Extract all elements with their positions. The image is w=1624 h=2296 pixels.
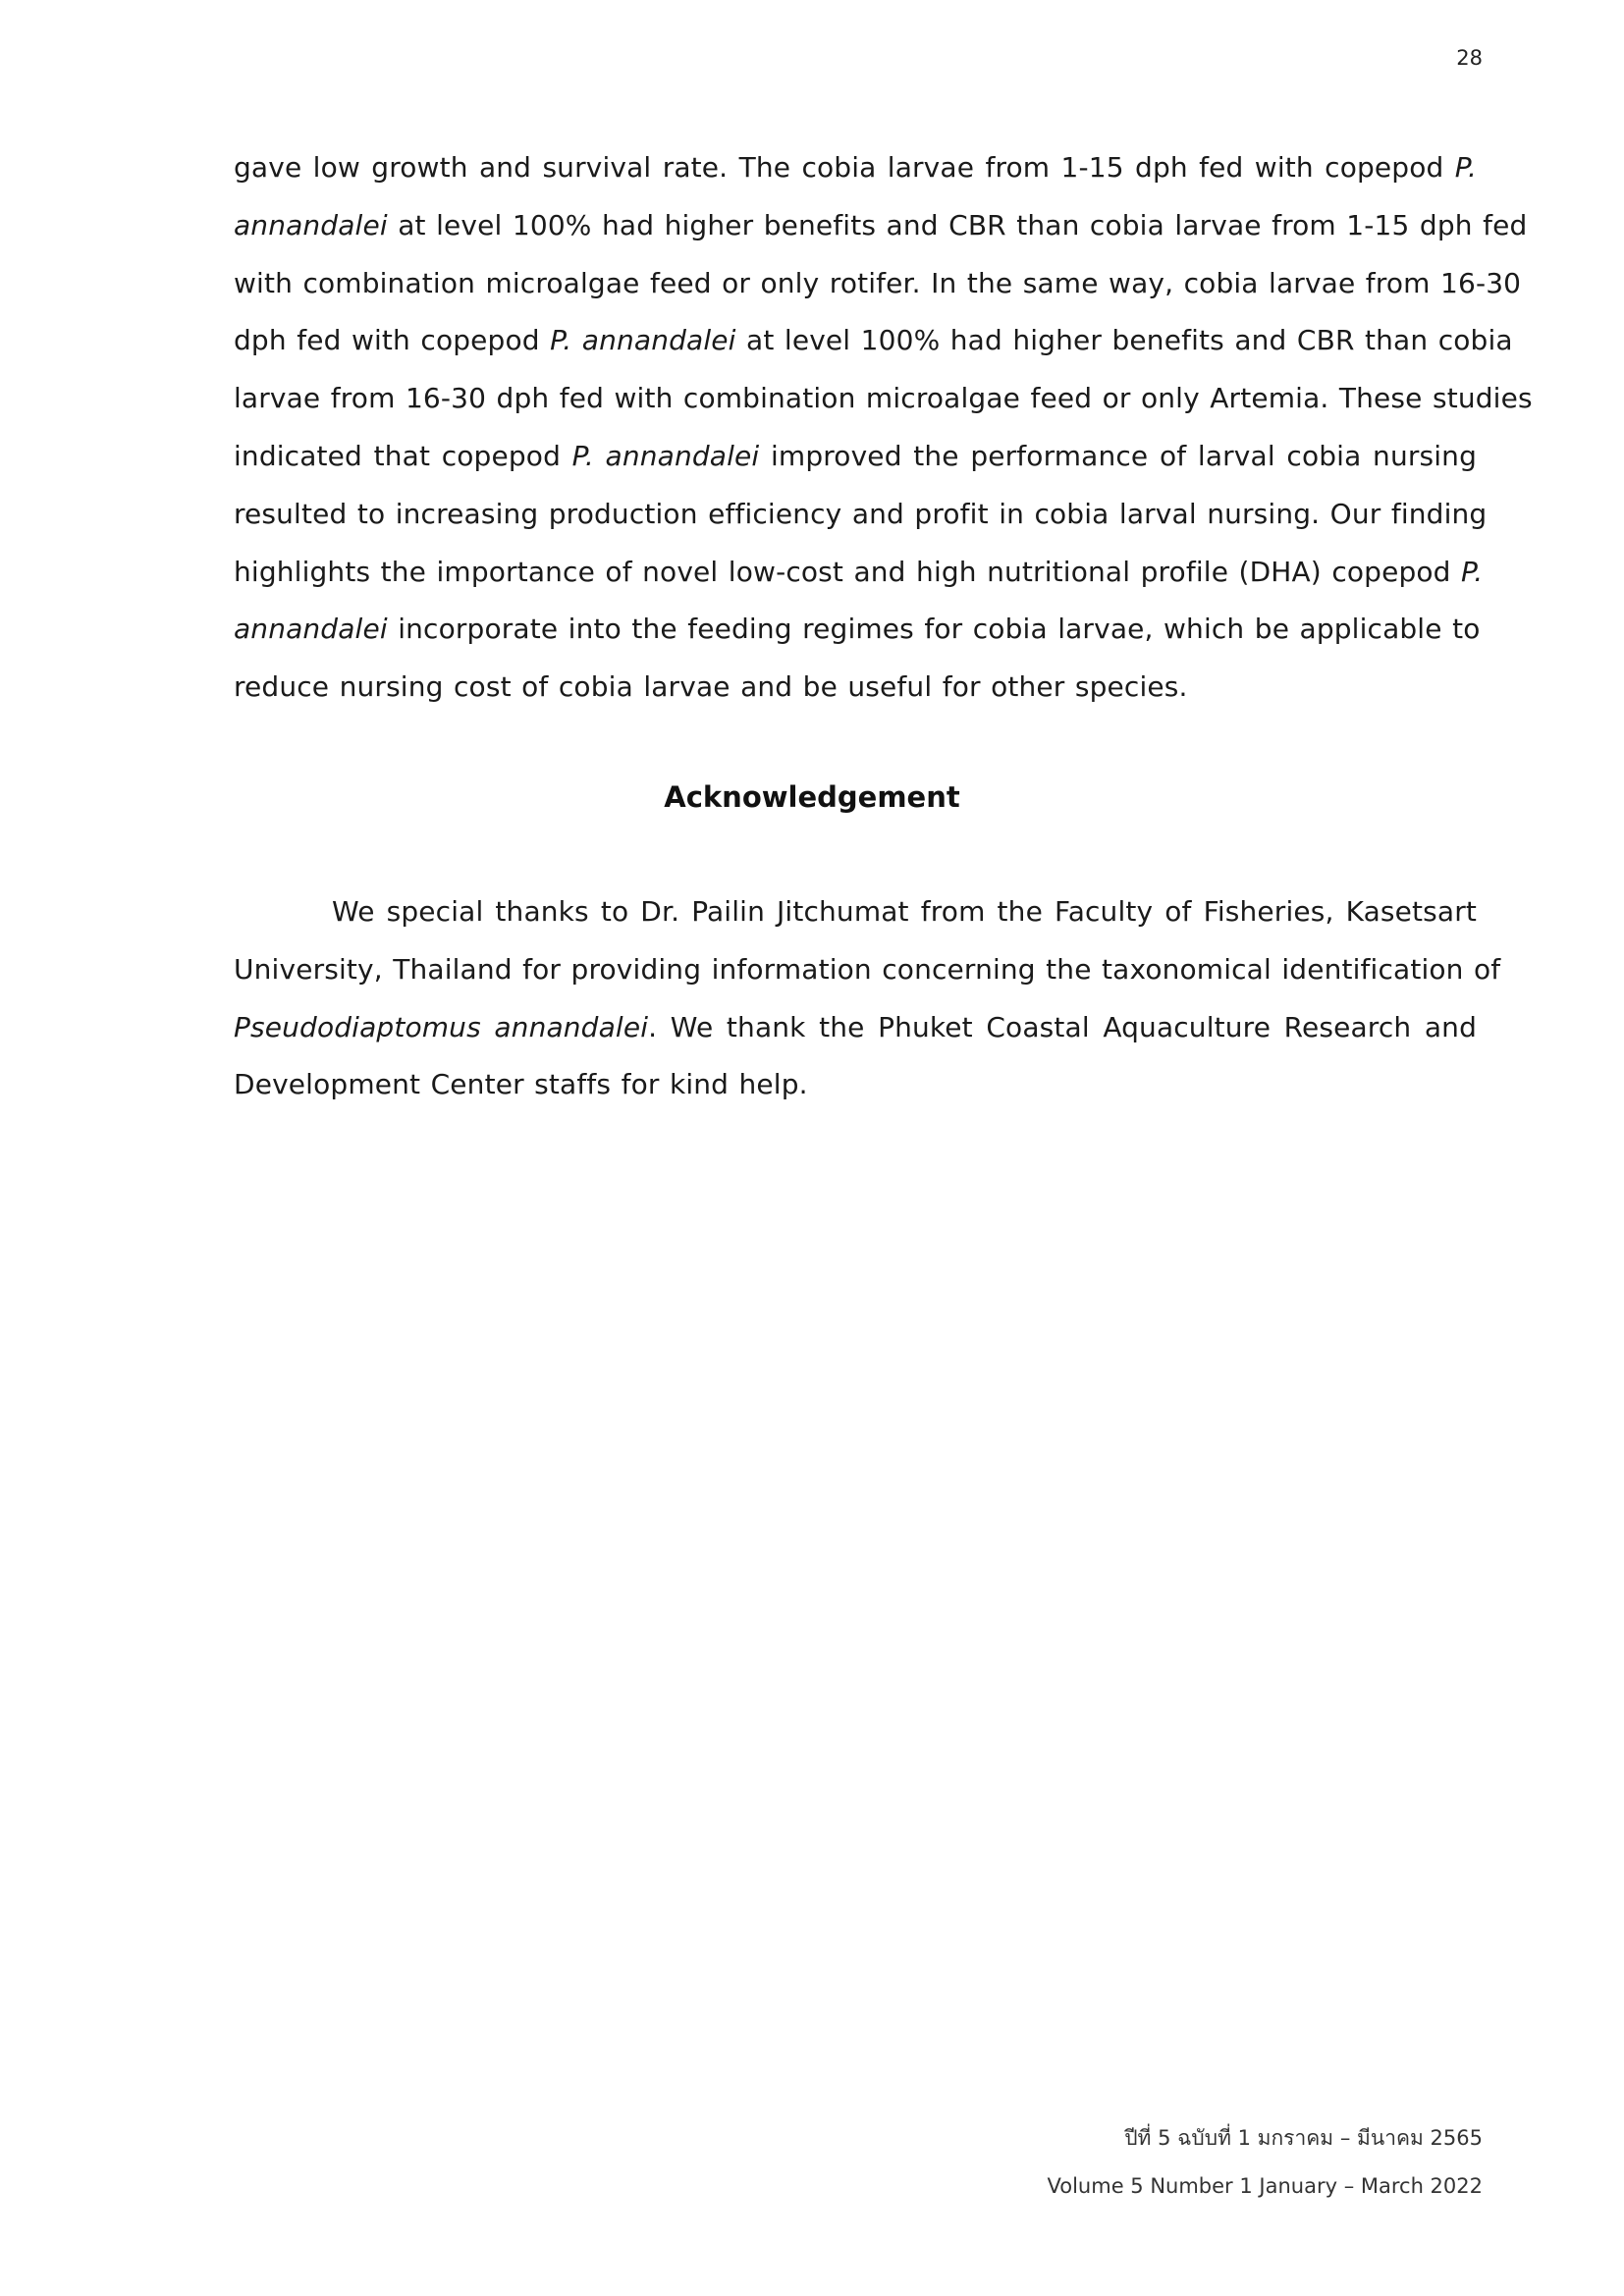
species-name: P.	[1461, 555, 1484, 588]
text-line	[234, 601, 1481, 659]
text-segment: University, Thailand for providing information concerning the taxonomical identification of	[234, 952, 1501, 986]
text-segment: at level 100% had higher benefits and CBR than cobia larvae from 1-15 dph fed	[387, 208, 1528, 241]
page-number: 28	[1456, 46, 1483, 70]
text-segment: . We thank the Phuket Coastal Aquaculture Research and	[648, 1010, 1477, 1043]
species-name: annandalei	[234, 208, 388, 241]
species-name: P. annandalei	[571, 439, 760, 472]
text-line	[234, 1056, 1477, 1114]
text-line	[234, 659, 1477, 717]
text-line	[234, 197, 1528, 255]
text-segment: indicated that copepod	[234, 439, 572, 472]
acknowledgement-paragraph	[234, 883, 1501, 1114]
text-segment: incorporate into the feeding regimes for cobia larvae, which be applicable to	[387, 613, 1481, 646]
footer-issue-english: Volume 5 Number 1 January – March 2022	[1047, 2174, 1483, 2198]
species-name: annandalei	[234, 613, 388, 646]
section-heading-acknowledgement: Acknowledgement	[664, 780, 960, 814]
text-line	[234, 255, 1522, 313]
text-segment: with combination microalgae feed or only rotifer. In the same way, cobia larvae from 16-30	[234, 266, 1522, 299]
text-segment: at level 100% had higher benefits and CBR than cobia	[735, 324, 1513, 357]
text-segment: We special thanks to Dr. Pailin Jitchumat from the Faculty of Fisheries, Kasetsart	[332, 895, 1477, 928]
text-segment: Development Center staffs for kind help.	[234, 1068, 808, 1101]
species-name: P. annandalei	[550, 324, 736, 357]
footer-issue-thai: ปีที่ 5 ฉบับที่ 1 มกราคม – มีนาคม 2565	[1124, 2126, 1483, 2150]
text-segment: resulted to increasing production efficiency and profit in cobia larval nursing. Our finding	[234, 497, 1488, 530]
text-line	[234, 370, 1533, 428]
text-segment: reduce nursing cost of cobia larvae and be useful for other species.	[234, 670, 1188, 704]
text-line	[234, 428, 1477, 486]
species-name: Pseudodiaptomus annandalei	[234, 1010, 649, 1043]
text-segment: larvae from 16-30 dph fed with combination microalgae feed or only Artemia. These studies	[234, 382, 1533, 415]
text-segment: dph fed with copepod	[234, 324, 551, 357]
text-line	[234, 486, 1488, 544]
text-segment: improved the performance of larval cobia nursing	[759, 439, 1478, 472]
text-line	[234, 544, 1484, 602]
text-line	[234, 999, 1477, 1057]
text-line	[234, 139, 1477, 197]
text-line	[234, 312, 1513, 370]
text-segment: highlights the importance of novel low-cost and high nutritional profile (DHA) copepod	[234, 555, 1462, 588]
text-segment: gave low growth and survival rate. The cobia larvae from 1-15 dph fed with copepod	[234, 151, 1455, 184]
text-line	[234, 883, 1477, 941]
text-line	[234, 941, 1501, 999]
species-name: P.	[1454, 151, 1477, 184]
body-paragraph	[234, 139, 1533, 717]
